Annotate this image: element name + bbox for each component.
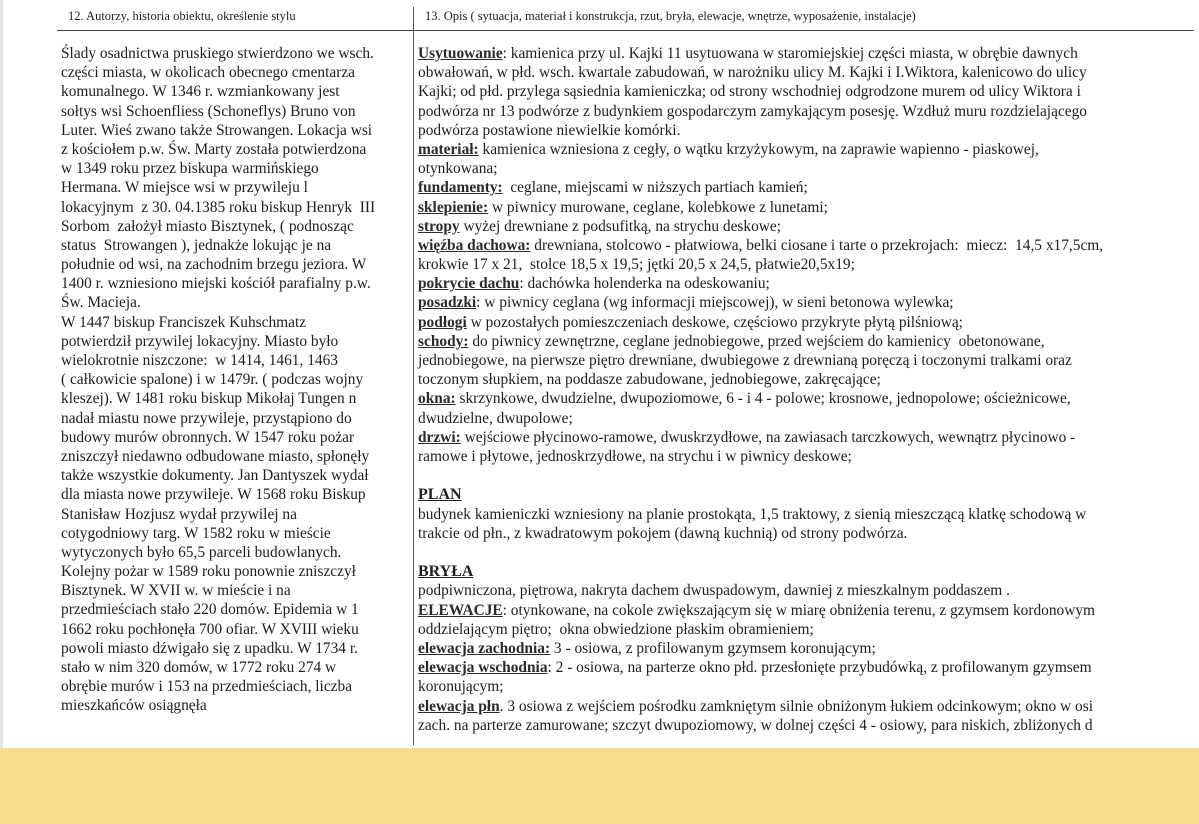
- text-line: oddzielającym piętro; okna obwiedzione płaskim obramieniem;: [418, 620, 814, 638]
- spacer: [418, 466, 1196, 485]
- page-bottom-band: [0, 748, 1199, 824]
- history-line: stało w nim 320 domów, w 1772 roku 274 w: [61, 659, 337, 676]
- text-line: budynek kamieniczki wzniesiony na planie prostokąta, 1,5 traktowy, z sienią mieszczącą klatkę schodową w: [418, 505, 1087, 523]
- label-stropy: stropy: [418, 217, 460, 235]
- line-usytuowanie: [418, 44, 1196, 63]
- text-line: koronującym;: [418, 678, 504, 696]
- label-schody: schody:: [418, 332, 469, 350]
- history-line: dla miasta nowe przywileje. W 1568 roku Biskup: [61, 486, 366, 504]
- label-elewacja-zachodnia: elewacja zachodnia:: [418, 640, 551, 658]
- line-el-pln: [418, 697, 1196, 716]
- line-schody: [418, 332, 1196, 351]
- line-podlogi: [418, 313, 1196, 332]
- history-line: obrębie murów i 153 na przedmieściach, liczba: [61, 678, 353, 696]
- history-line: sołtys wsi Schoenfliess (Schoneflys) Bruno von: [61, 102, 356, 120]
- line-fundamenty: [418, 178, 1196, 197]
- text: w pozostałych pomieszczeniach deskowe, częściowo przykryte płytą pilśniową;: [466, 313, 963, 331]
- text: 3 - osiowa, z profilowanym gzymsem koronującym;: [550, 640, 876, 658]
- history-line: status Strowangen ), jednakże lokując je na: [61, 236, 332, 254]
- line-wiezba: [418, 236, 1196, 255]
- line-material: [418, 140, 1196, 159]
- history-line: potwierdził przywilej lokacyjny. Miasto było: [61, 332, 339, 350]
- history-line: z kościołem p.w. Św. Marty została potwierdzona: [61, 140, 367, 158]
- history-line: mieszkańców osiągnęła: [61, 697, 207, 715]
- text: : kamienica przy ul. Kajki 11 usytuowana w staromiejskiej części miasta, w obrębie dawnych: [502, 45, 1078, 62]
- text-line: podwórza nr 13 podwórze z budynkiem gospodarczym zamykającym posesję. Wzdłuż muru rozdzielającego: [418, 102, 1087, 120]
- text: wyżej drewniane z podsufitką, na strychu deskowe;: [459, 217, 782, 235]
- label-elewacja-wschodnia: elewacja wschodnia: [418, 659, 548, 677]
- history-line: Stanisław Hozjusz wydał przywilej na: [61, 505, 297, 523]
- line-drzwi: [418, 428, 1196, 447]
- text-line: zach. na parterze zamurowane; szczyt dwupoziomowy, w dolnej części 4 - osiowy, para niskich, zbliżonych d: [418, 716, 1093, 734]
- label-pokrycie: pokrycie dachu: [418, 275, 520, 293]
- history-line: Ślady osadnictwa pruskiego stwierdzono we wsch.: [61, 45, 374, 62]
- text-line: toczonym słupkiem, na poddasze zabudowane, jednobiegowe, zakręcające;: [418, 371, 881, 389]
- history-line: zniszczył niedawno odbudowane miasto, spłonęły: [61, 447, 370, 465]
- history-line: powoli miasto dźwigało się z upadku. W 1734 r.: [61, 639, 358, 657]
- text: w piwnicy murowane, ceglane, kolebkowe z lunetami;: [488, 198, 828, 216]
- line-sklepienie: [418, 198, 1196, 217]
- text-line: podwórza postawione niewielkie komórki.: [418, 121, 681, 139]
- line-posadzki: [418, 293, 1196, 312]
- label-elewacja-pln: elewacja płn: [418, 697, 500, 715]
- history-line: Sorbom założył miasto Bisztynek, ( podnosząc: [61, 217, 354, 235]
- history-line: kleszej). W 1481 roku biskup Mikołaj Tungen n: [61, 390, 357, 408]
- history-line: Luter. Wieś zwano także Strowangen. Lokacja wsi: [61, 121, 373, 139]
- history-line: cotygodniowy targ. W 1582 roku w mieście: [61, 524, 331, 542]
- history-line: przedmieściach stało 220 domów. Epidemia w 1: [61, 601, 359, 619]
- text: drewniana, stolcowo - płatwiowa, belki ciosane i tarte o przekrojach: miecz: 14,5 x17,5cm,: [530, 236, 1104, 254]
- label-posadzki: posadzki: [418, 294, 477, 312]
- label-usytuowanie: Usytuowanie: [418, 45, 503, 62]
- history-line: lokacyjnym z 30. 04.1385 roku biskup Henryk III: [61, 198, 376, 216]
- history-column: [61, 44, 411, 716]
- history-line: części miasta, w okolicach obecnego cmentarza: [61, 64, 355, 82]
- text-line: ramowe i płytowe, jednoskrzydłowe, na strychu i w piwnicy deskowe;: [418, 447, 852, 465]
- history-line: komunalnego. W 1346 r. wzmiankowany jest: [61, 83, 340, 101]
- history-line: Kolejny pożar w 1589 roku ponownie zniszczył: [61, 563, 356, 581]
- line-okna: [418, 389, 1196, 408]
- label-material: materiał:: [418, 140, 479, 158]
- text-line: podpiwniczona, piętrowa, nakryta dachem dwuspadowym, dawniej z mieszkalnym poddaszem .: [418, 582, 1010, 600]
- history-line: nadał miastu nowe przywileje, przystąpiono do: [61, 409, 352, 427]
- text: : otynkowane, na cokole zwiększającym się w miarę obniżenia terenu, z gzymsem kordonowym: [502, 601, 1096, 619]
- spacer: [418, 543, 1196, 562]
- line-pokrycie: [418, 274, 1196, 293]
- history-line: budowy murów obronnych. W 1547 roku pożar: [61, 428, 355, 446]
- history-line: wielokrotnie niszczone: w 1414, 1461, 1463: [61, 352, 338, 369]
- text: ceglane, miejscami w niższych partiach kamień;: [502, 179, 808, 197]
- header-divider: [57, 30, 1194, 31]
- history-line: wytyczonych było 65,5 parceli budowlanych.: [61, 543, 342, 561]
- label-fundamenty: fundamenty:: [418, 179, 503, 197]
- history-line: 1662 roku pochłonęła 700 ofiar. W XVIII wieku: [61, 620, 359, 638]
- history-line: Hermana. W miejsce wsi w przywileju l: [61, 179, 308, 197]
- text-line: krokwie 17 x 21, stolce 18,5 x 19,5; jętki 20,5 x 24,5, płatwie20,5x19;: [418, 256, 855, 274]
- text: : dachówka holenderka na odeskowaniu;: [519, 275, 770, 293]
- text: kamienica wzniesiona z cegły, o wątku krzyżykowym, na zaprawie wapienno - piaskowej,: [478, 140, 1039, 158]
- label-wiezba: więźba dachowa:: [418, 236, 531, 254]
- history-line: w 1349 roku przez biskupa warmińskiego: [61, 160, 319, 178]
- line-elewacje: [418, 601, 1196, 620]
- page-edge: [0, 0, 3, 748]
- history-line: Św. Macieja.: [61, 294, 141, 312]
- history-line: Bisztynek. W XVII w. w mieście i na: [61, 582, 291, 600]
- text-line: Kajki; od płd. przylega sąsiednia kamieniczka; od strony wschodniej odgrodzone murem od ulicy Wiktora i: [418, 83, 1081, 101]
- text: : w piwnicy ceglana (wg informacji miejscowej), w sieni betonowa wylewka;: [476, 294, 954, 312]
- line-el-zach: [418, 639, 1196, 658]
- description-column: [418, 44, 1196, 735]
- text-line: jednobiegowe, na pierwsze piętro drewniane, dwubiegowe z drewnianą poręczą i toczonymi tralkami oraz: [418, 352, 1072, 369]
- line-stropy: [418, 217, 1196, 236]
- history-line: także wszystkie dokumenty. Jan Dantyszek wydał: [61, 467, 369, 485]
- text-line: obwałowań, w płd. wsch. kwartale zabudowań, w narożniku ulicy M. Kajki i I.Wiktora, kalenicowo do ulicy: [418, 64, 1087, 82]
- label-okna: okna:: [418, 390, 456, 408]
- text: : 2 - osiowa, na parterze okno płd. przesłonięte przybudówką, z profilowanym gzymsem: [547, 659, 1092, 677]
- text-line: trakcie od płn., z kwadratowym pokojem (dawną kuchnią) od strony podwórza.: [418, 524, 908, 542]
- text-line: otynkowana;: [418, 160, 498, 178]
- line-el-wsch: [418, 658, 1196, 677]
- history-line: W 1447 biskup Franciszek Kuhschmatz: [61, 313, 307, 331]
- history-line: południe od wsi, na zachodnim brzegu jeziora. W: [61, 256, 367, 274]
- label-podlogi: podłogi: [418, 313, 467, 331]
- heading-bryla: BRYŁA: [418, 563, 474, 581]
- label-elewacje: ELEWACJE: [418, 601, 503, 619]
- header-right: 13. Opis ( sytuacja, materiał i konstrukcja, rzut, bryła, elewacje, wnętrze, wyposażenie, instalacje): [425, 9, 916, 23]
- header-left: 12. Autorzy, historia obiektu, określenie stylu: [68, 9, 296, 23]
- text-line: dwudzielne, dwupolowe;: [418, 409, 573, 427]
- text: do piwnicy zewnętrzne, ceglane jednobiegowe, przed wejściem do kamienicy obetonowane,: [468, 332, 1045, 350]
- text: skrzynkowe, dwudzielne, dwupoziomowe, 6 - i 4 - polowe; krosnowe, jednopolowe; ościeżnicowe,: [455, 390, 1071, 408]
- label-sklepienie: sklepienie:: [418, 198, 489, 216]
- label-drzwi: drzwi:: [418, 428, 461, 446]
- history-line: ( całkowicie spalone) i w 1479r. ( podczas wojny: [61, 371, 364, 389]
- text: wejściowe płycinowo-ramowe, dwuskrzydłowe, na zawiasach tarczkowych, wewnątrz płycinowo -: [460, 428, 1076, 446]
- history-line: 1400 r. wzniesiono miejski kościół parafialny p.w.: [61, 275, 371, 293]
- text: . 3 osiowa z wejściem pośrodku zamkniętym silnie obniżonym łukiem odcinkowym; okno w osi: [499, 697, 1093, 715]
- column-divider: [413, 7, 414, 745]
- heading-plan: PLAN: [418, 486, 462, 504]
